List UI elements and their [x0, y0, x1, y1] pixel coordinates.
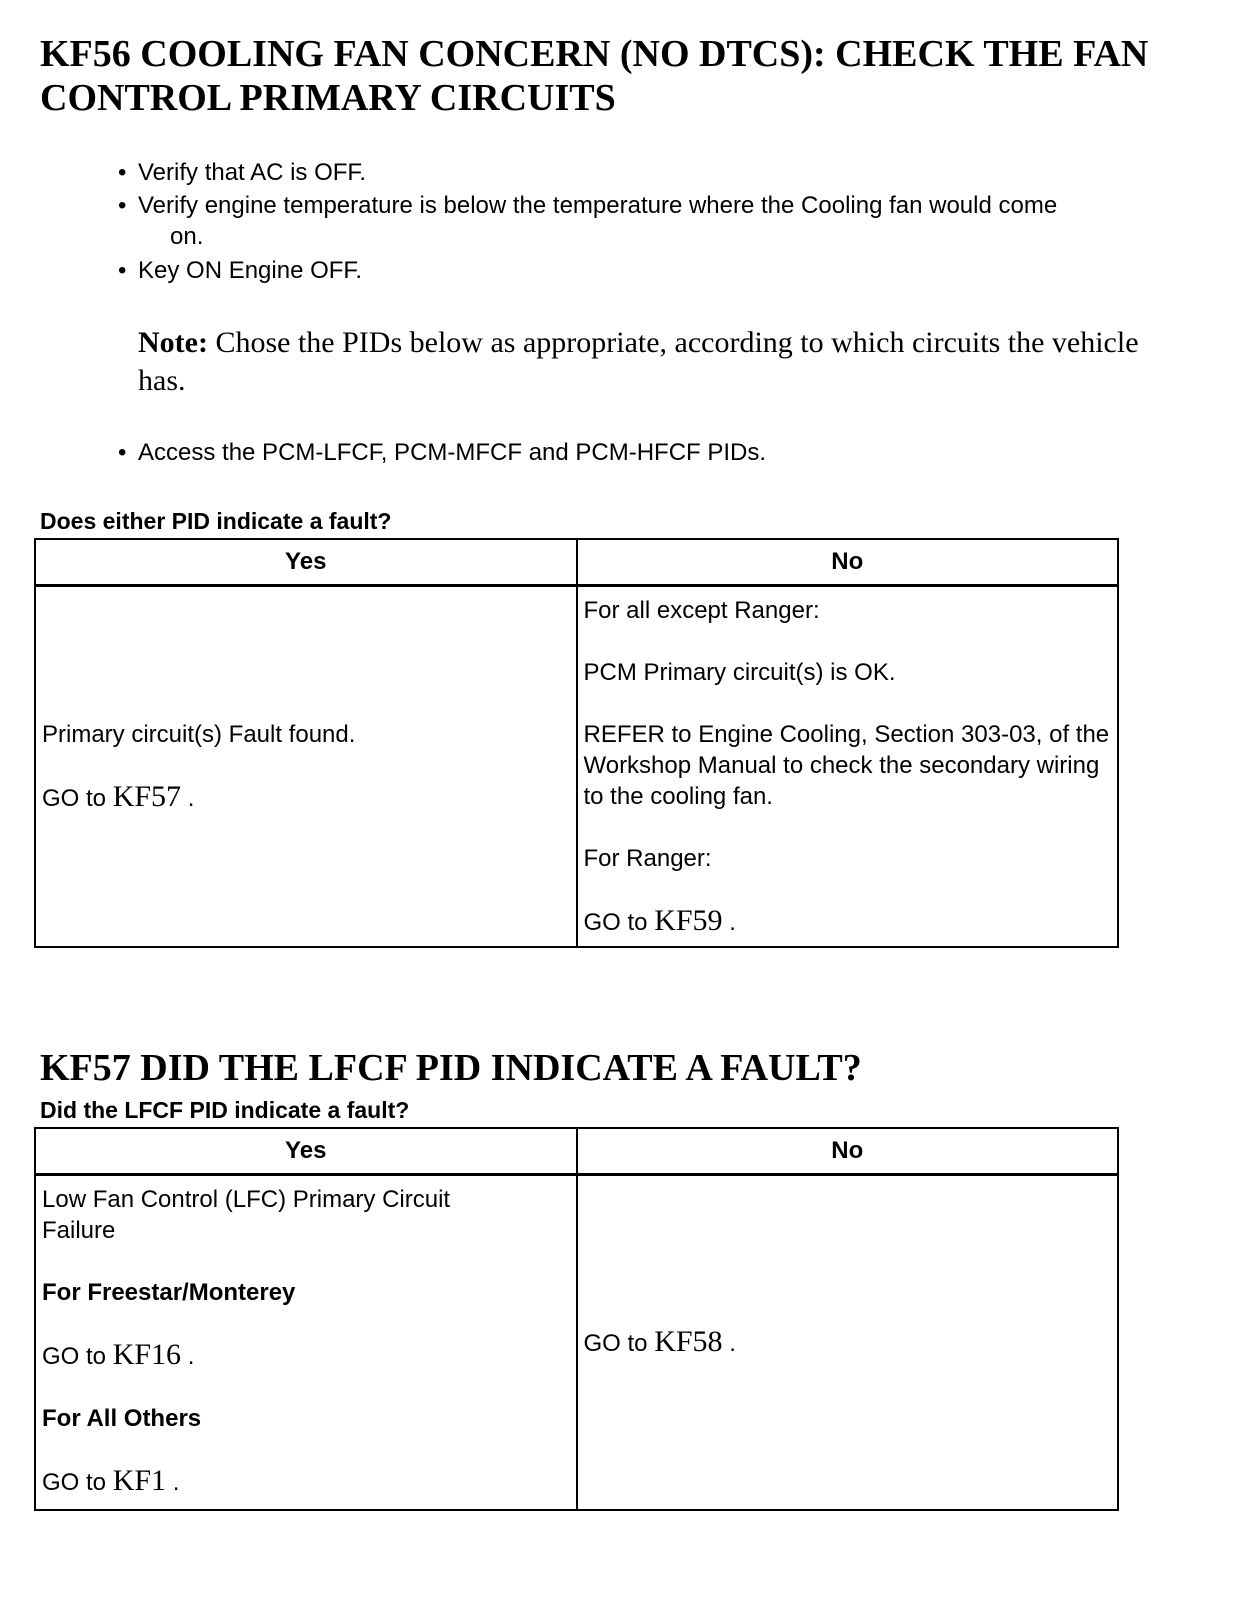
yes-header: Yes [35, 539, 577, 586]
yes-cell: Low Fan Control (LFC) Primary Circuit Failure For Freestar/Monterey GO to KF16 . For All Others GO to KF1 . [35, 1175, 577, 1511]
kf1-link[interactable]: KF1 [112, 1464, 167, 1497]
bullet-item: • Verify engine temperature is below the temperature where the Cooling fan would come on. [118, 192, 1058, 250]
kf59-link[interactable]: KF59 [654, 904, 723, 937]
no-header: No [577, 1128, 1119, 1175]
bullet-item: • Access the PCM-LFCF, PCM-MFCF and PCM-HFCF PIDs. [118, 439, 767, 466]
yes-header: Yes [35, 1128, 577, 1175]
note: Note: Chose the PIDs below as appropriate, according to which circuits the vehicle has. [138, 326, 1139, 397]
kf56-title: KF56 COOLING FAN CONCERN (NO DTCS): CHECK THE FAN CONTROL PRIMARY CIRCUITS [40, 33, 1149, 119]
no-header: No [577, 539, 1119, 586]
kf57-title: KF57 DID THE LFCF PID INDICATE A FAULT? [40, 1047, 862, 1089]
bullet-item: • Verify that AC is OFF. [118, 159, 367, 186]
yes-cell: Primary circuit(s) Fault found. GO to KF57 . [35, 586, 577, 948]
kf16-link[interactable]: KF16 [112, 1338, 182, 1371]
kf57-question: Did the LFCF PID indicate a fault? [40, 1097, 410, 1123]
no-cell: For all except Ranger: PCM Primary circuit(s) is OK. REFER to Engine Cooling, Section 303-03, of the Workshop Manual to check the secondary wiring to the cooling fan. For Ranger: GO to KF59 . [577, 586, 1119, 948]
kf56-table [34, 538, 1119, 948]
no-cell: GO to KF58 . [577, 1175, 1119, 1511]
kf57-table [34, 1127, 1119, 1511]
kf56-question: Does either PID indicate a fault? [40, 508, 392, 534]
kf58-link[interactable]: KF58 [654, 1325, 723, 1358]
kf57-link[interactable]: KF57 [112, 780, 182, 813]
bullet-item: • Key ON Engine OFF. [118, 257, 363, 284]
